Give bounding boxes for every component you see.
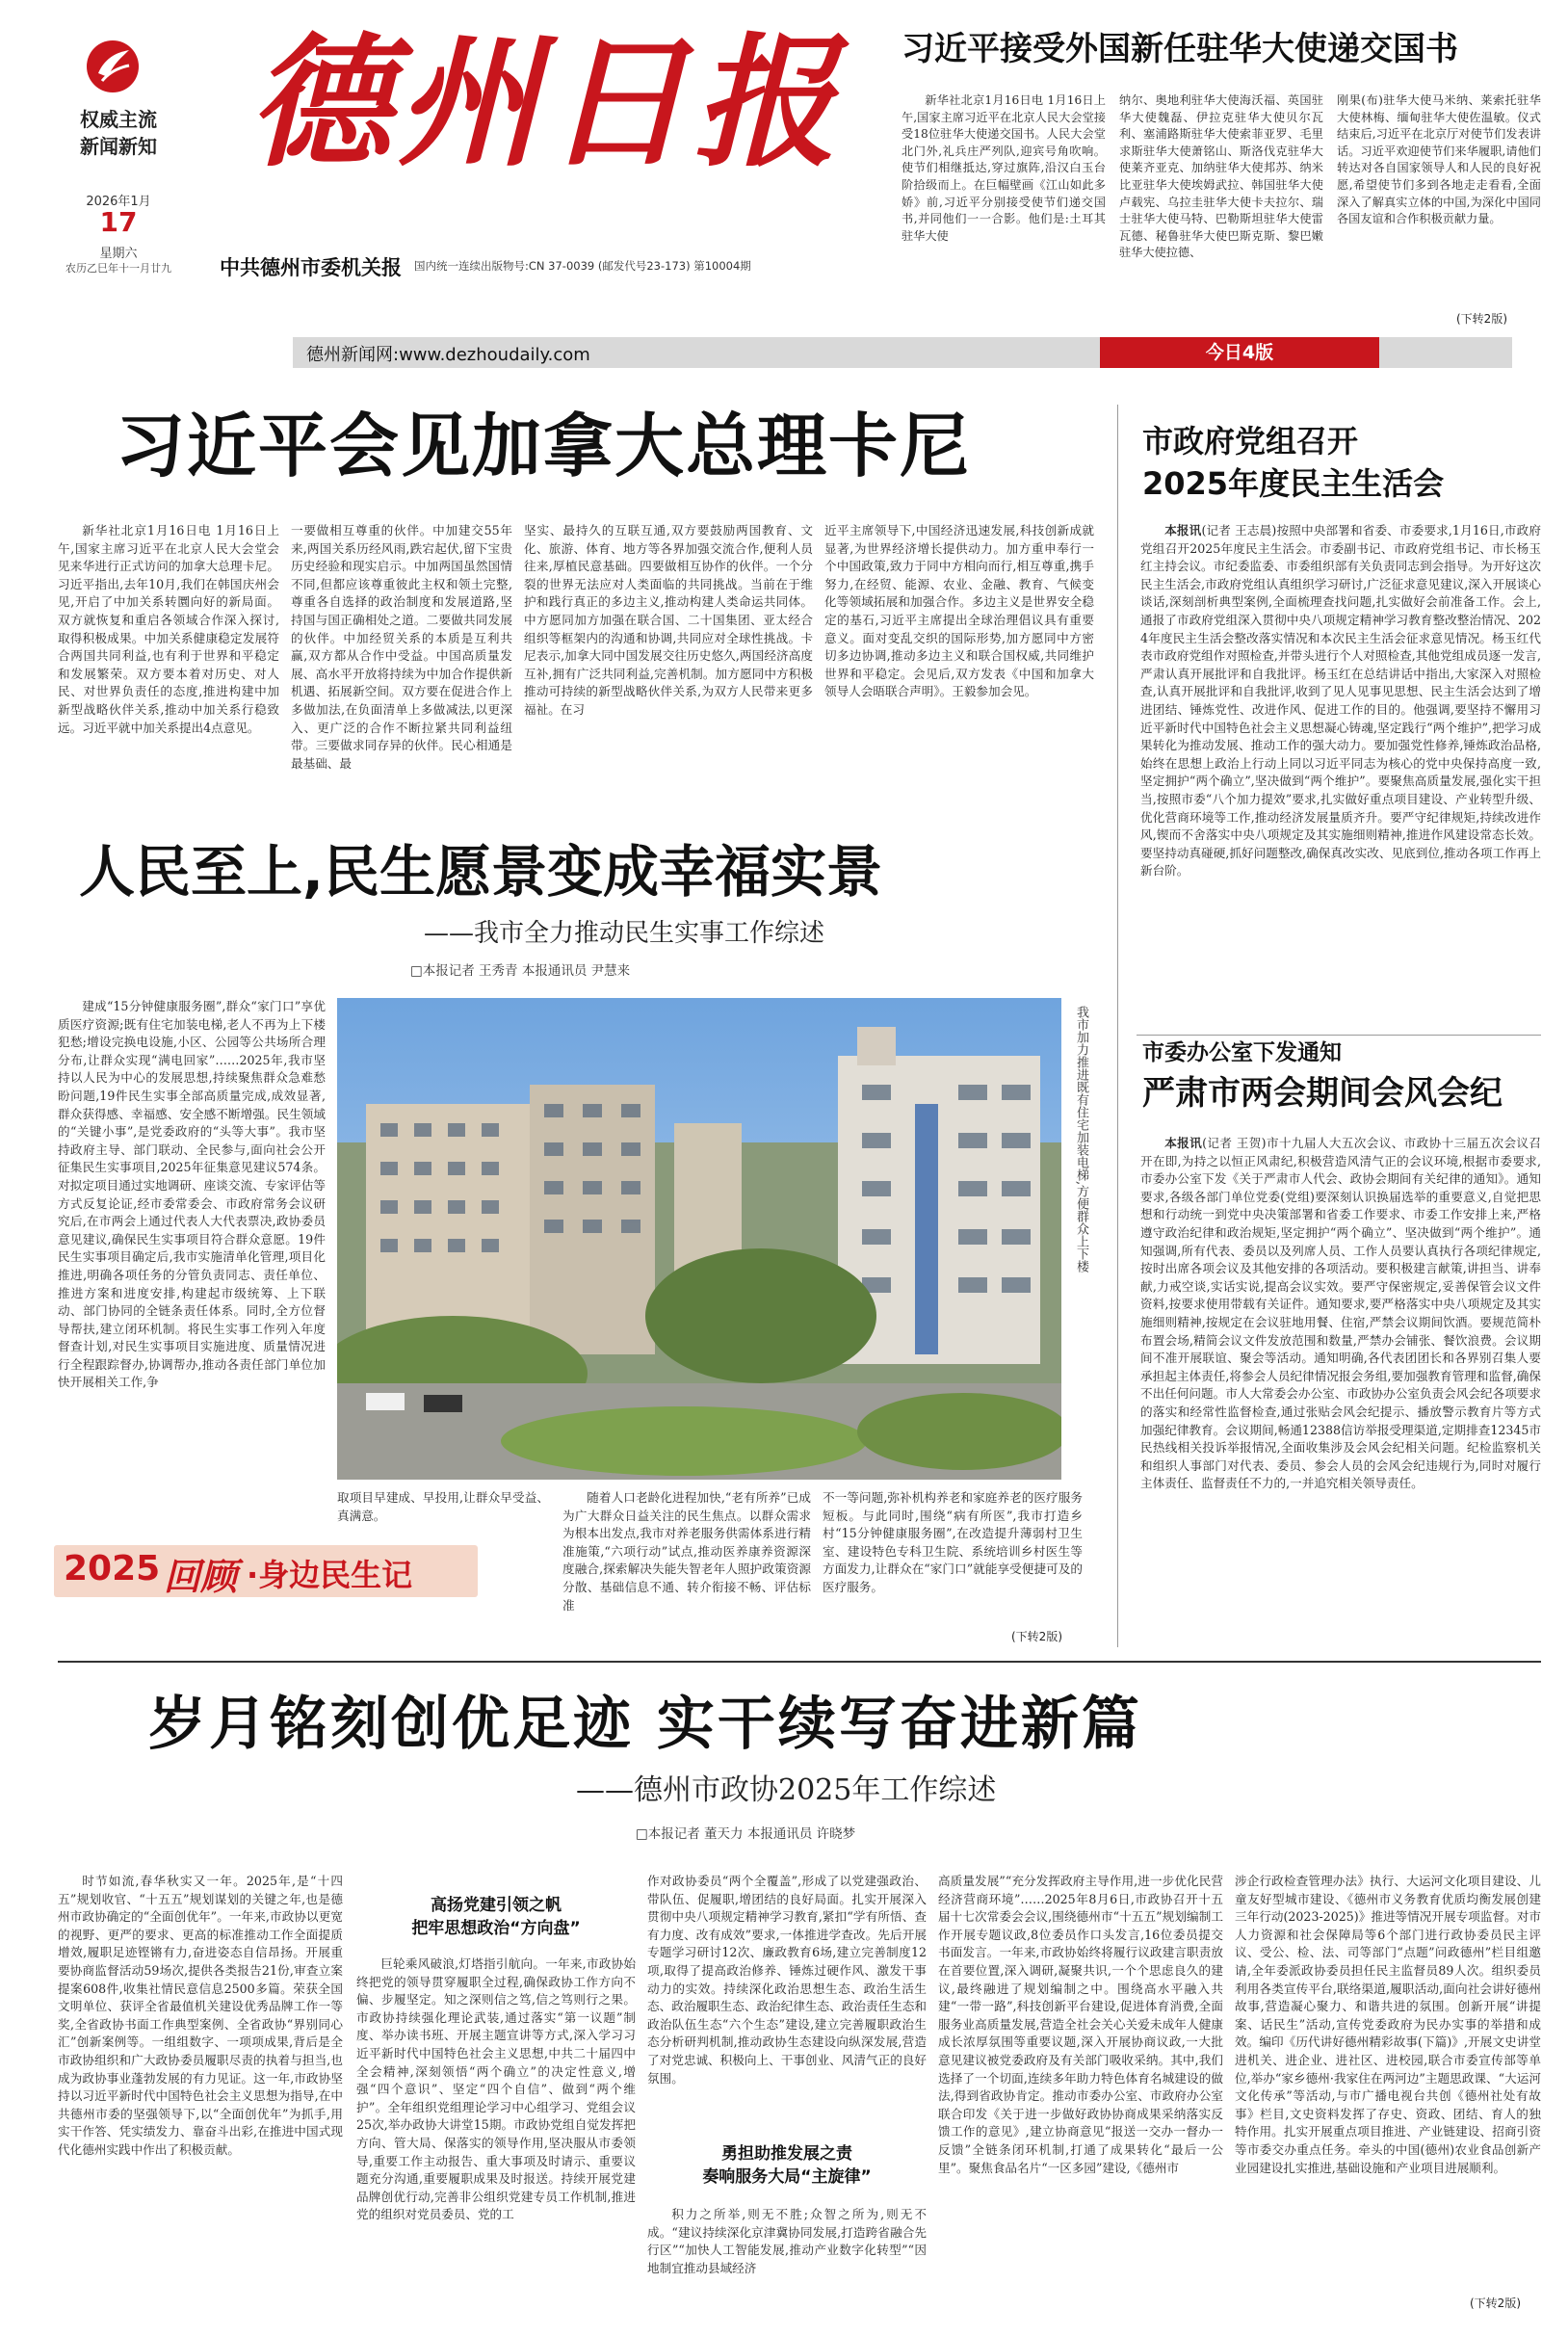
bottom-story-continued: (下转2版) — [1470, 2297, 1521, 2310]
feature-col-2: 取项目早建成、早投用,让群众早受益、真满意。 — [337, 1490, 549, 1523]
bottom-story-col-5: 涉企行政检查管理办法》执行、大运河文化项目建设、儿童友好型城市建设、《德州市义务教育优质均衡发展创建三年行动(2023-2025)》推进等情况开展专项监督。对市人力资源和社会保障局等6个部门进行政协委员民主评议、受公、检、法、司等部门“点题”问政德州”栏目组邀请,全年委派政协委员担任民主监督员89人次。组织委员利用各类宣传平台,联络渠道,履职活动,面向社会讲好德州故事,营造凝心聚力、和谐共进的氛围。创新开展“讲提案、话民生”活动,宣传党委政府为民办实事的举措和成效。编印《历代讲好德州精彩故事(下篇)》,开展文史讲堂进机关、进企业、进社区、进校园,联合市委宣传部等单位,举办“家乡德州·我家住在两河边”主题思政课、“大运河文化传承”等活动,与市广播电视台共创《德州社处有故事》栏目,文史资料发挥了存史、资政、团结、育人的独特作用。扎实开展重点项目推进、产业链建设、招商引资等市委交办重点任务。牵头的中国(德州)农业食品创新产业园建设扎实推进,基础设施和产业项目进展顺利。 — [1235, 1874, 1541, 2175]
bottom-subhead-2: 勇担助推发展之责 — [721, 2144, 852, 2164]
bottom-story-col-4: 高质量发展”“充分发挥政府主导作用,进一步优化民营经济营商环境”……2025年8月6日,市政协召开十五届十七次常委会会议,围绕德州市“十五五”规划编制工作开展专题议政,8位委员作口头发言,16位委员提交书面发言。一年来,市政协始终将履行议政建言职责放在首要位置,深入调研,凝聚共识,一个个思虑良久的建议,最终融进了规划编制之中。围绕高水平融入共建“一带一路”,科技创新平台建设,促进体育消费,全面服务业高质量发展,营造全社会关心关爱未成年人健康成长浓厚氛围等重要议题,深入开展协商议政,一大批意见建议被党委政府及有关部门吸收采纳。其中,我们选择了一个切面,连续多年助力特色体育名城建设的做法,得到省政协肯定。推动市委办公室、市政府办公室联合印发《关于进一步做好政协协商成果采纳落实反馈工作的意见》,建立协商意见“报送一交办一督办一反馈”全链条闭环机制,打通了成果转化“最后一公里”。聚焦食品名片“一区多园”建设,《德州市 — [938, 1874, 1223, 2175]
top-story-title: 习近平接受外国新任驻华大使递交国书 — [902, 30, 1458, 68]
lead-story-col-3: 坚实、最持久的互联互通,双方要鼓励两国教育、文化、旅游、体育、地方等各界加强交流合作,便利人员往来,厚植民意基础。四要做相互协作的伙伴。一个分裂的世界无法应对人类面临的共同挑战。当前在于维护和践行真正的多边主义,推动构建人类命运共同体。中方愿同加方加强在联合国、二十国集团、亚太经合组织等框架内的沟通和协调,共同应对全球性挑战。卡尼表示,加拿大同中国发展交往历史悠久,两国经济高度互补,拥有广泛共同利益,完善机制。加方愿同中方积极推动可持续的新型战略伙伴关系,为双方人民带来更多福祉。在习 — [524, 523, 813, 717]
right-story-1-title-line-2: 2025年度民主生活会 — [1142, 465, 1445, 502]
right-story-2-title: 严肃市两会期间会风会纪 — [1142, 1074, 1503, 1113]
date-day: 17 — [99, 206, 138, 238]
paper-name-logo: 德州日报 — [248, 18, 842, 186]
lead-story-col-4: 近平主席领导下,中国经济迅速发展,科技创新成就显著,为世界经济增长提供动力。加方重申奉行一个中国政策,致力于同中方相向而行,相互尊重,携手努力,在经贸、能源、农业、金融、教育、气候变化等领域拓展和加强合作。多边主义是世界安全稳定的基石,习近平主席提出全球治理倡议具有重要意义。面对变乱交织的国际形势,加方愿同中方密切多边协调,推动多边主义和联合国权威,共同维护世界和平稳定。会见后,双方发表《中国和加拿大领导人会晤联合声明》。王毅参加会见。 — [824, 523, 1094, 699]
section-rule — [58, 1661, 1541, 1663]
bottom-subhead-2b: 奏响服务大局“主旋律” — [702, 2167, 872, 2187]
publication-codes: 国内统一连续出版物号:CN 37-0039 (邮发代号23-173) 第10004期 — [414, 259, 751, 273]
feature-col-1: 建成“15分钟健康服务圈”,群众“家门口”享优质医疗资源;既有住宅加装电梯,老人不再为上下楼犯愁;增设完换电设施,小区、公园等公共场所合理分布,让群众实现“满电回家”……2025年,我市坚持以人民为中心的发展思想,持续聚焦群众急难愁盼问题,19件民生实事全部高质量完成,成效显著,群众获得感、幸福感、安全感不断增强。民生领域的“关键小事”,是党委政府的“头等大事”。我市坚持政府主导、部门联动、全民参与,面向社会公开征集民生实事项目,2025年征集意见建议574条。对拟定项目通过实地调研、座谈交流、专家评估等方式反复论证,经市委常委会、市政府常务会议研究后,在市两会上通过代表人大代表票决,政协委员意见建议,确保民生实事项目符合群众意愿。19件民生实事项目确定后,我市实施清单化管理,项目化推进,明确各项任务的分管负责同志、责任单位、推进方案和进度安排,构建起市级统筹、上下联动、部门协同的全链条责任体系。同时,全方位督导帮扶,建立闭环机制。将民生实事工作列入年度督查计划,对民生实事项目实施进度、质量情况进行全程跟踪督办,协调帮办,推动各责任部门单位加快开展相关工作,争 — [58, 999, 326, 1390]
bottom-story-col-3: 作对政协委员“两个全覆盖”,形成了以党建强政治、带队伍、促履职,增团结的良好局面。扎实开展深入贯彻中央八项规定精神学习教育,紧扣“学有所悟、查有力度、改有成效”要求,一体推进学查改。先后开展专题学习研讨12次、廉政教育6场,建立完善制度12项,取得了提高政治修养、锤炼过硬作风、激发干事动力的实效。持续深化政治思想生态、政治生活生态、政治履职生态、政治纪律生态、政治责任生态和政治队伍生态“六个生态”建设,建立完善履职政治生态分析研判机制,推动政协生态建设向纵深发展,营造了对党忠诚、积极向上、干事创业、风清气正的良好氛围。 — [647, 1874, 927, 2086]
weekday: 星期六 — [99, 247, 138, 261]
top-story-col-1: 新华社北京1月16日电 1月16日上午,国家主席习近平在北京人民大会堂接受18位驻华大使递交国书。人民大会堂北门外,礼兵庄严列队,迎宾号角吹响。使节们相继抵达,穿过旗阵,沿汉白玉台阶拾级而上。在巨幅壁画《江山如此多娇》前,习近平分别接受使节们递交国书,并同他们一一合影。他们是:土耳其驻华大使 — [902, 93, 1106, 243]
feature-byline: □本报记者 王秀青 本报通讯员 尹慧来 — [410, 963, 631, 979]
top-story-col-3: 刚果(布)驻华大使马米纳、莱索托驻华大使林梅、缅甸驻华大使佐温敏。仪式结束后,习近平在北京厅对使节们发表讲话。习近平欢迎使节们来华履职,请他们转达对各自国家领导人和人民的良好祝愿,希望使节们多到各地走走看看,全面深入了解真实立体的中国,为深化中国同各国友谊和合作积极贡献力量。 — [1337, 93, 1541, 226]
series-logo-year: 2025 — [64, 1549, 161, 1588]
slogan-line-1: 权威主流 — [80, 108, 157, 131]
bottom-story-subtitle: ——德州市政协2025年工作综述 — [576, 1773, 997, 1807]
slogan-line-2: 新闻新知 — [80, 135, 157, 158]
right-story-separator — [1137, 1035, 1541, 1036]
lead-story-col-2: 一要做相互尊重的伙伴。中加建交55年来,两国关系历经风雨,跌宕起伏,留下宝贵历史经验和现实启示。中加两国虽然国情不同,但都应该尊重彼此主权和领土完整,尊重各自选择的政治制度和发展道路,坚持国与国正确相处之道。二要做共同发展的伙伴。中加经贸关系的本质是互利共赢,双方都从合作中受益。中国高质量发展、高水平开放将持续为中加合作提供新机遇、拓展新空间。双方要在促进合作上多做加法,在负面清单上多做减法,以更深入、更广泛的合作不断拉紧共同利益纽带。三要做求同存异的伙伴。民心相通是最基础、最 — [291, 523, 512, 771]
feature-col-4: 不一等问题,弥补机构养老和家庭养老的医疗服务短板。与此同时,围绕“病有所医”,我市打造乡村“15分钟健康服务圈”,在改造提升薄弱村卫生室、建设特色专科卫生院、系统培训乡村医生等方面发力,让群众在“家门口”就能享受便捷可及的医疗服务。 — [823, 1490, 1083, 1594]
series-logo-review: 回顾 — [164, 1555, 238, 1598]
series-logo — [54, 1545, 478, 1597]
lead-story-title: 习近平会见加拿大总理卡尼 — [116, 406, 972, 486]
top-story-col-2: 纳尔、奥地利驻华大使海沃福、英国驻华大使魏磊、伊拉克驻华大使贝尔瓦利、塞浦路斯驻华大使索菲亚罗、毛里求斯驻华大使萧铭山、斯洛伐克驻华大使莱齐亚克、加纳驻华大使邦苏、纳米比亚驻华大使埃姆武拉、韩国驻华大使卢载宪、乌拉圭驻华大使卡夫拉尔、瑞士驻华大使马特、巴勒斯坦驻华大使雷瓦德、秘鲁驻华大使巴斯克斯、黎巴嫩驻华大使拉德、 — [1119, 93, 1323, 260]
bottom-subhead-1: 高扬党建引领之帆 — [431, 1896, 562, 1915]
feature-continued: (下转2版) — [1011, 1630, 1062, 1643]
feature-title: 人民至上,民生愿景变成幸福实景 — [79, 839, 883, 905]
column-divider — [1117, 405, 1118, 1647]
bottom-story-col-3b: 积力之所举,则无不胜;众智之所为,则无不成。“建议持续深化京津冀协同发展,打造跨省融合先行区”“加快人工智能发展,推动产业数字化转型”“因地制宜推动县域经济 — [647, 2207, 927, 2275]
website-link[interactable]: 德州新闻网:www.dezhoudaily.com — [306, 345, 590, 365]
right-story-1-byline: 本报讯 — [1164, 523, 1202, 538]
right-story-1-body: (记者 王志晨)按照中央部署和省委、市委要求,1月16日,市政府党组召开2025年度民主生活会。市委副书记、市政府党组书记、市长杨玉红主持会议。市纪委监委、市委组织部有关负责同志到会指导。为开好这次民主生活会,市政府党组认真组织学习研讨,广泛征求意见建议,深入开展谈心谈话,深刻剖析典型案例,全面梳理查找问题,扎实做好会前准备工作。会上,通报了市政府党组深入贯彻中央八项规定精神学习教育整改整治情况、2024年度民主生活会整改落实情况和本次民主生活会征求意见情况。杨玉红代表市政府党组作对照检查,并带头进行个人对照检查,其他党组成员逐一发言,严肃认真开展批评和自我批评。杨玉红在总结讲话中指出,大家深入对照检查,认真开展批评和自我批评,收到了见人见事见思想、民主生活会达到了增进团结、锤炼党性、改进作风、促进工作的目的。他强调,要坚持不懈用习近平新时代中国特色社会主义思想凝心铸魂,坚定践行“两个维护”,把学习成果转化为推动发展、推动工作的强大动力。要加强党性修养,锤炼政治品格,始终在思想上政治上行动上同以习近平同志为核心的党中央保持高度一致,坚定拥护“两个确立”,坚决做到“两个维护”。要聚焦高质量发展,强化实干担当,按照市委“八个加力提效”要求,扎实做好重点项目建设、产业转型升级、优化营商环境等工作,推动经济发展量质齐升。要严守纪律规矩,持续改进作风,锲而不舍落实中央八项规定及其实施细则精神,推进作风建设常态长效。要坚持动真碰硬,抓好问题整改,确保真改实改、见底到位,推动各项工作再上新台阶。 — [1140, 523, 1541, 879]
right-story-2-byline: 本报讯 — [1164, 1136, 1203, 1150]
lead-story-col-1: 新华社北京1月16日电 1月16日上午,国家主席习近平在北京人民大会堂会见来华进行正式访问的加拿大总理卡尼。习近平指出,去年10月,我们在韩国庆州会见,开启了中加关系转圜向好的新局面。双方就恢复和重启各领域合作深入探讨,取得积极成果。中加关系健康稳定发展符合两国共同利益,也有利于世界和平稳定和发展繁荣。双方要本着对历史、对人民、对世界负责任的态度,推进构建中加新型战略伙伴关系,推动中加关系行稳致远。习近平就中加关系提出4点意见。 — [58, 523, 279, 735]
series-logo-name: ·身边民生记 — [247, 1557, 413, 1593]
bottom-subhead-1b: 把牢思想政治“方向盘” — [411, 1919, 581, 1938]
bottom-story-col-1: 时节如流,春华秋实又一年。2025年,是“十四五”规划收官、“十五五”规划谋划的关键之年,也是德州市政协确定的“全面创优年”。一年来,市政协以更宽的视野、更严的要求、更高的标准推动工作全面提质增效,履职足迹铿锵有力,奋进姿态自信昂扬。开展重要协商监督活动59场次,提供各类报告21份,审查立案提案608件,收集社情民意信息2500多篇。荣获全国文明单位、获评全省最值机关建设优秀品牌工作一等奖,全省政协书面工作典型案例、全省政协“界别同心汇”创新案例等。一组组数字、一项项成果,背后是全市政协组织和广大政协委员履职尽责的执着与担当,也成为政协事业蓬勃发展的有力见证。这一年,市政协坚持以习近平新时代中国特色社会主义思想为指导,在中共德州市委的坚强领导下,以“全面创优年”为抓手,用实干作答、凭实绩发力、靠奋斗出彩,在推进中国式现代化德州实践中作出了积极贡献。 — [58, 1874, 343, 2157]
right-story-2-kicker: 市委办公室下发通知 — [1142, 1040, 1342, 1065]
right-story-1-title-line-1: 市政府党组召开 — [1142, 423, 1359, 459]
bottom-story-col-2: 巨轮乘风破浪,灯塔指引航向。一年来,市政协始终把党的领导贯穿履职全过程,确保政协工作方向不偏、步履坚定。知之深则信之笃,信之笃则行之果。市政协持续强化理论武装,通过落实“第一议题”制度、举办读书班、开展主题宣讲等方式,深入学习习近平新时代中国特色社会主义思想,中共二十届四中全会精神,深刻领悟“两个确立”的决定性意义,增强“四个意识”、坚定“四个自信”、做到“两个维护”。全年组织党组理论学习中心组学习、党组会议25次,举办政协大讲堂15期。市政协党组自觉发挥把方向、管大局、保落实的领导作用,坚决服从市委领导,重要工作主动报告、重大事项及时请示、重要议题充分沟通,重要履职成果及时报送。持续开展党建品牌创优行动,完善非公组织党建专员工作机制,推进党的组织对党员委员、党的工 — [356, 1956, 636, 2222]
today-pages-badge: 今日4版 — [1100, 337, 1379, 368]
feature-photo-caption: 我市加力推进既有住宅加装电梯,方便群众上下楼 — [1074, 1006, 1088, 1273]
top-story-continued: (下转2版) — [1456, 312, 1507, 326]
feature-subtitle: ——我市全力推动民生实事工作综述 — [424, 919, 825, 948]
lunar-date: 农历乙巳年十一月廿九 — [65, 262, 171, 275]
feature-col-3: 随着人口老龄化进程加快,“老有所养”已成为广大群众日益关注的民生焦点。以群众需求为根本出发点,我市对养老服务供需体系进行精准施策,“六项行动”试点,推动医养康养资源深度融合,探索解决失能失智老年人照护政策资源分散、基础信息不通、转介衔接不畅、评估标准 — [562, 1490, 811, 1613]
newspaper-logo-icon — [85, 39, 141, 94]
right-story-2-body: (记者 王贺)市十九届人大五次会议、市政协十三届五次会议召开在即,为持之以恒正风肃纪,积极营造风清气正的会议环境,根据市委要求,市委办公室下发《关于严肃市人代会、政协会期间有关纪律的通知》。通知要求,各级各部门单位党委(党组)要深刻认识换届选举的重要意义,自觉把思想和行动统一到党中央决策部署和省委工作要求、市委工作安排上来,严格遵守政治纪律和政治规矩,坚定拥护“两个确立”、坚决做到“两个维护”。通知强调,所有代表、委员以及列席人员、工作人员要认真执行各项纪律规定,按时出席各项会议及其他安排的各项活动。要积极建言献策,讲担当、讲奉献,力戒空谈,实话实说,提高会议实效。要严守保密规定,妥善保管会议文件资料,按要求使用带载有关证件。通知要求,要严格落实中央八项规定及其实施细则精神,按规定在会议驻地用餐、住宿,严禁会议期间饮酒。要规范简朴布置会场,精简会议文件发放范围和数量,严禁办会铺张、餐饮浪费。会议期间不准开展联谊、聚会等活动。通知明确,各代表团团长和各界别召集人要承担起主体责任,将参会人员纪律情况报会务组,要加强教育管理和监督,确保不出任何问题。市人大常委会办公室、市政协办公室负责会风会纪各项要求的落实和经常性监督检查,通过张贴会风会纪提示、播放警示教育片等方式加强纪律教育。会议期间,畅通12388信访举报受理渠道,定期排查12345市民热线相关投诉举报情况,全面收集涉及会风会纪相关问题。纪检监察机关和组织人事部门对代表、委员、参会人员的会风会纪违规行为,同时对履行主体责任、监督责任不力的,一并追究相关领导责任。 — [1140, 1136, 1541, 1491]
party-organ-label: 中共德州市委机关报 — [220, 255, 402, 279]
feature-photo — [337, 998, 1061, 1480]
bottom-story-title: 岁月铭刻创优足迹 实干续写奋进新篇 — [148, 1691, 1142, 1758]
date-year-month: 2026年1月 — [86, 195, 151, 209]
bottom-story-byline: □本报记者 董天力 本报通讯员 许晓梦 — [636, 1826, 856, 1842]
